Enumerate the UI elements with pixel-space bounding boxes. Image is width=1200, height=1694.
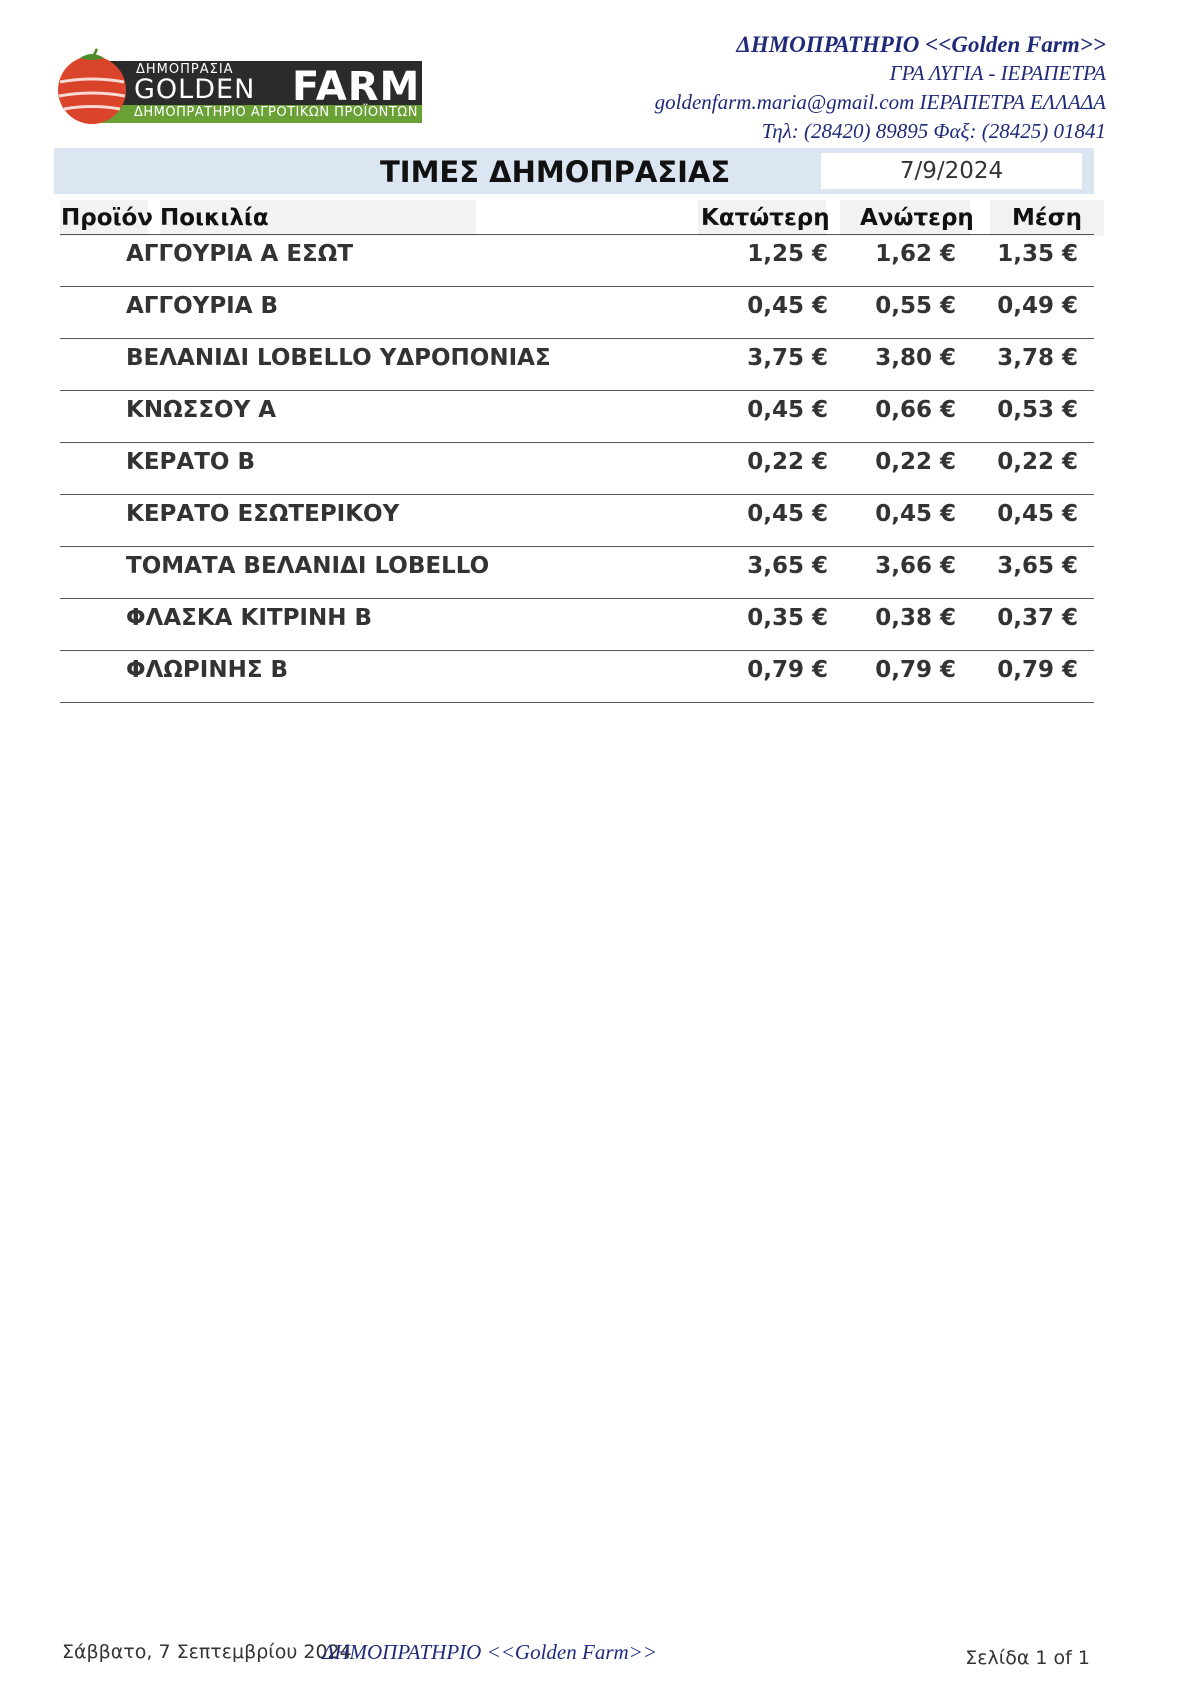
page-title: ΤΙΜΕΣ ΔΗΜΟΠΡΑΣΙΑΣ [380,155,731,189]
price-high: 0,22 € [875,449,956,475]
tomato-icon [52,46,132,126]
price-low: 0,35 € [747,605,828,631]
price-low: 0,79 € [747,657,828,683]
table-row [60,390,1094,442]
column-header-variety: Ποικιλία [160,205,269,231]
price-low: 0,45 € [747,397,828,423]
table-row [60,442,1094,494]
product-name: ΤΟΜΑΤΑ ΒΕΛΑΝΙΔΙ LOBELLO [126,553,490,579]
company-logo [52,44,422,126]
table-row [60,598,1094,650]
company-email: goldenfarm.maria@gmail.com ΙΕΡΑΠΕΤΡΑ ΕΛΛΑΔΑ [654,90,1106,114]
company-location: ΓΡΑ ΛΥΓΙΑ - ΙΕΡΑΠΕΤΡΑ [889,61,1106,85]
price-high: 3,66 € [875,553,956,579]
logo-golden-text: GOLDEN [134,74,256,105]
logo-subtitle: ΔΗΜΟΠΡΑΤΗΡΙΟ ΑΓΡΟΤΙΚΩΝ ΠΡΟΪΟΝΤΩΝ [134,105,418,120]
price-avg: 0,37 € [997,605,1078,631]
price-high: 0,38 € [875,605,956,631]
price-avg: 1,35 € [997,241,1078,267]
product-name: ΚΕΡΑΤΟ Β [126,449,255,475]
price-avg: 0,53 € [997,397,1078,423]
column-header-high: Ανώτερη [860,205,974,231]
logo-small-text: ΔΗΜΟΠΡΑΣΙΑ [136,62,234,77]
product-name: ΑΓΓΟΥΡΙΑ Α ΕΣΩΤ [126,241,354,267]
price-high: 3,80 € [875,345,956,371]
table-row [60,234,1094,286]
price-avg: 0,49 € [997,293,1078,319]
price-table [60,234,1094,703]
column-header-low: Κατώτερη [701,205,830,231]
product-name: ΦΛΑΣΚΑ ΚΙΤΡΙΝΗ Β [126,605,373,631]
price-avg: 0,22 € [997,449,1078,475]
table-row [60,494,1094,546]
table-bottom-border [60,702,1094,703]
product-name: ΒΕΛΑΝΙΔΙ LOBELLO ΥΔΡΟΠΟΝΙΑΣ [126,345,551,371]
price-high: 0,79 € [875,657,956,683]
company-phone: Τηλ: (28420) 89895 Φαξ: (28425) 01841 [761,119,1106,143]
price-low: 0,22 € [747,449,828,475]
table-row [60,286,1094,338]
price-high: 0,66 € [875,397,956,423]
price-low: 0,45 € [747,501,828,527]
price-high: 0,45 € [875,501,956,527]
table-row [60,650,1094,702]
column-header-avg: Μέση [1012,205,1082,231]
footer-company: ΔΗΜΟΠΡΑΤΗΡΙΟ <<Golden Farm>> [322,1640,658,1664]
table-row [60,546,1094,598]
company-name: ΔΗΜΟΠΡΑΤΗΡΙΟ <<Golden Farm>> [736,32,1106,57]
price-low: 1,25 € [747,241,828,267]
product-name: ΚΝΩΣΣΟΥ Α [126,397,277,423]
auction-date: 7/9/2024 [821,153,1082,189]
logo-farm-text: FARM [292,64,421,110]
price-low: 3,75 € [747,345,828,371]
product-name: ΦΛΩΡΙΝΗΣ Β [126,657,289,683]
product-name: ΚΕΡΑΤΟ ΕΣΩΤΕΡΙΚΟΥ [126,501,400,527]
product-name: ΑΓΓΟΥΡΙΑ Β [126,293,279,319]
price-high: 0,55 € [875,293,956,319]
price-avg: 0,79 € [997,657,1078,683]
price-low: 3,65 € [747,553,828,579]
column-header-product: Προϊόν [61,205,153,231]
price-low: 0,45 € [747,293,828,319]
price-avg: 3,78 € [997,345,1078,371]
table-row [60,338,1094,390]
price-avg: 3,65 € [997,553,1078,579]
price-avg: 0,45 € [997,501,1078,527]
footer-date: Σάββατο, 7 Σεπτεμβρίου 2024 [62,1641,352,1663]
price-high: 1,62 € [875,241,956,267]
footer-page-number: Σελίδα 1 of 1 [965,1647,1090,1669]
